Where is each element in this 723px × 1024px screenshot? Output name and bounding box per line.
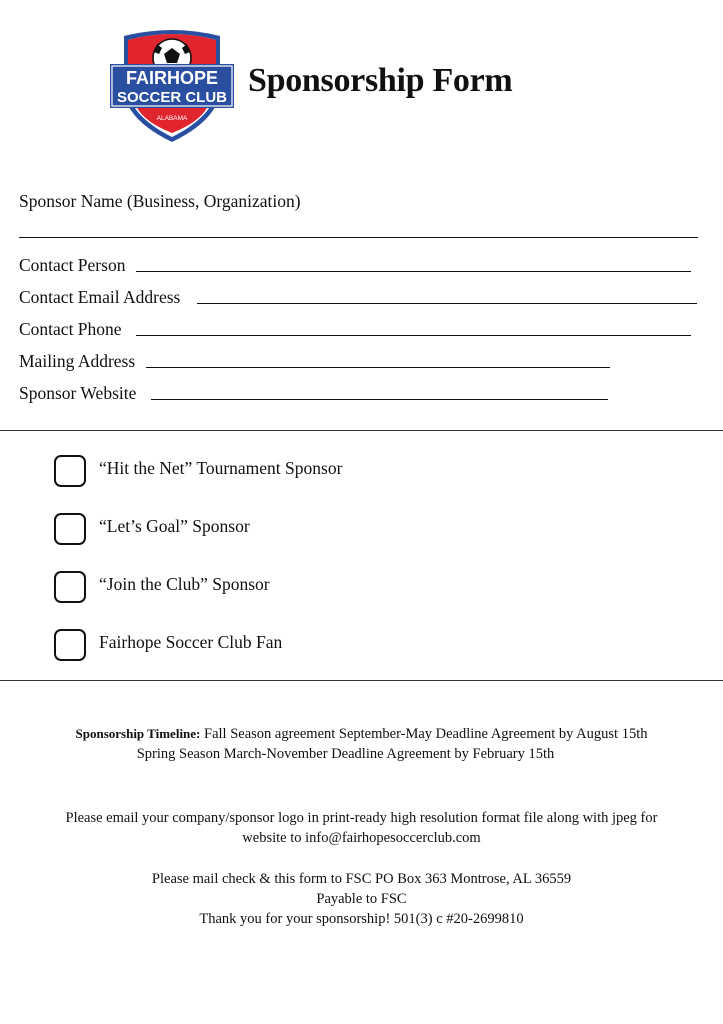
sponsor-website-label: Sponsor Website xyxy=(19,383,137,403)
contact-person-field[interactable] xyxy=(136,271,691,272)
email-note-line-2: website to info@fairhopesoccerclub.com xyxy=(242,830,481,846)
checkbox-join-the-club[interactable] xyxy=(54,571,86,603)
mailing-address-label: Mailing Address xyxy=(19,351,136,371)
contact-phone-label: Contact Phone xyxy=(19,319,122,339)
option-label-club-fan: Fairhope Soccer Club Fan xyxy=(99,632,283,652)
logo-text-line1: FAIRHOPE xyxy=(125,68,219,88)
section-divider-top xyxy=(0,430,723,431)
section-divider-bottom xyxy=(0,680,723,681)
checkbox-hit-the-net[interactable] xyxy=(54,455,86,487)
sponsor-name-label: Sponsor Name (Business, Organization) xyxy=(19,191,301,211)
mail-note-line-3: Thank you for your sponsorship! 501(3) c #20-2699810 xyxy=(199,911,524,927)
sponsor-website-field[interactable] xyxy=(151,399,608,400)
option-label-lets-goal: “Let’s Goal” Sponsor xyxy=(99,516,250,536)
timeline-line-1 xyxy=(0,724,723,744)
option-label-hit-the-net: “Hit the Net” Tournament Sponsor xyxy=(99,458,343,478)
email-note-line-1: Please email your company/sponsor logo in print-ready high resolution format file along with jpeg for xyxy=(65,810,658,826)
mail-note-line-2: Payable to FSC xyxy=(316,891,407,907)
checkbox-lets-goal[interactable] xyxy=(54,513,86,545)
sponsor-name-field[interactable] xyxy=(19,237,698,238)
checkbox-club-fan[interactable] xyxy=(54,629,86,661)
contact-phone-field[interactable] xyxy=(136,335,691,336)
contact-email-label: Contact Email Address xyxy=(19,287,181,307)
contact-person-label: Contact Person xyxy=(19,255,126,275)
contact-email-field[interactable] xyxy=(197,303,697,304)
option-label-join-the-club: “Join the Club” Sponsor xyxy=(99,574,270,594)
mailing-address-field[interactable] xyxy=(146,367,610,368)
timeline-fall: Fall Season agreement September-May Deadline Agreement by August 15th xyxy=(200,726,648,742)
mail-note-line-1: Please mail check & this form to FSC PO Box 363 Montrose, AL 36559 xyxy=(151,871,572,887)
club-logo xyxy=(110,30,234,144)
timeline-spring: Spring Season March-November Deadline Agreement by February 15th xyxy=(136,746,555,762)
logo-text-state: ALABAMA xyxy=(156,115,188,122)
logo-text-line2: SOCCER CLUB xyxy=(116,89,228,106)
timeline-heading: Sponsorship Timeline: xyxy=(75,726,201,741)
page-title: Sponsorship Form xyxy=(248,62,513,99)
